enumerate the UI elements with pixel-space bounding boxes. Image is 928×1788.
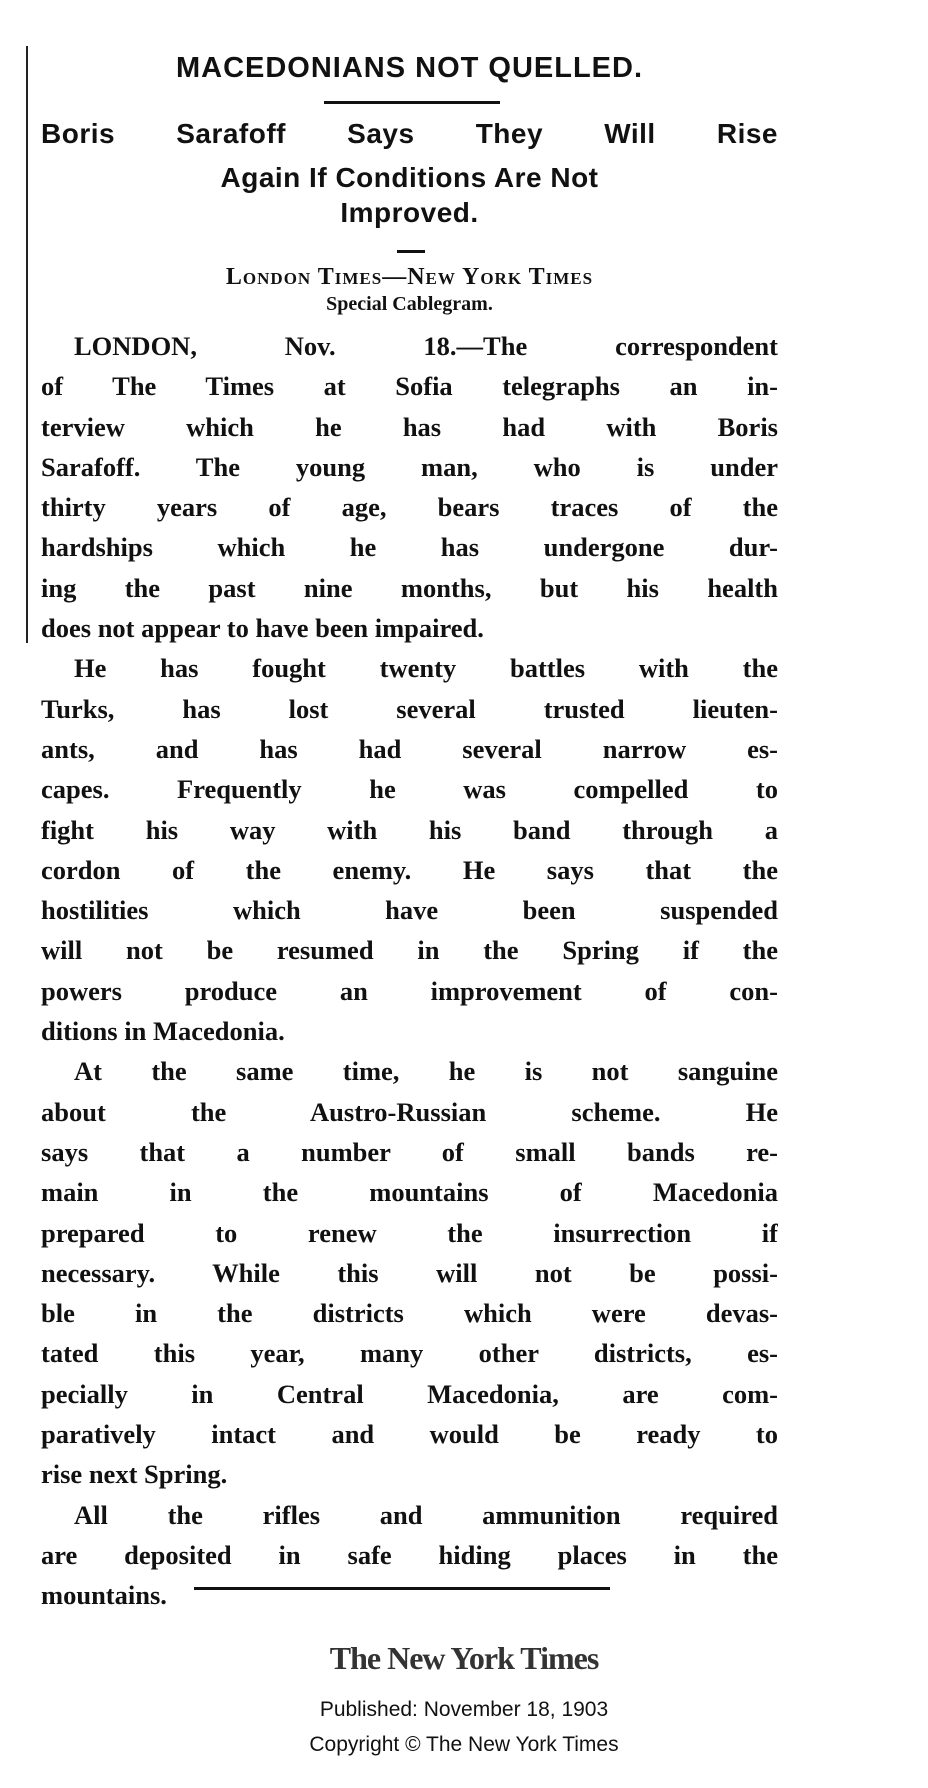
column-border [26, 46, 28, 643]
paragraph-4-line: are deposited in safe hiding places in the [41, 1539, 778, 1570]
paragraph-1-line: does not appear to have been impaired. [41, 613, 484, 644]
paragraph-3-line: paratively intact and would be ready to [41, 1419, 778, 1450]
paragraph-1-line: of The Times at Sofia telegraphs an in- [41, 371, 778, 402]
paragraph-1-line: hardships which he has undergone dur- [41, 532, 778, 563]
headline: MACEDONIANS NOT QUELLED. [175, 52, 644, 84]
paragraph-3-line: At the same time, he is not sanguine [74, 1056, 778, 1087]
paragraph-3-line: says that a number of small bands re- [41, 1136, 778, 1167]
paragraph-2-line: capes. Frequently he was compelled to [41, 774, 778, 805]
paragraph-3-line: main in the mountains of Macedonia [41, 1177, 778, 1208]
paragraph-3-line: pecially in Central Macedonia, are com- [41, 1378, 778, 1409]
paragraph-3-line: ble in the districts which were devas- [41, 1298, 778, 1329]
headline-rule [324, 101, 500, 104]
paragraph-2-line: hostilities which have been suspended [41, 895, 778, 926]
paragraph-3-line: prepared to renew the insurrection if [41, 1217, 778, 1248]
paragraph-1-line: Sarafoff. The young man, who is under [41, 451, 778, 482]
paragraph-4-line: mountains. [41, 1580, 167, 1611]
copyright: Copyright © The New York Times [309, 1733, 619, 1756]
paragraph-2-line: Turks, has lost several trusted lieuten- [41, 693, 778, 724]
paragraph-1-line: LONDON, Nov. 18.—The correspondent [74, 331, 778, 361]
published-date: Published: November 18, 1903 [319, 1698, 609, 1721]
article-body [41, 326, 778, 1616]
paragraph-3-line: tated this year, many other districts, es- [41, 1338, 778, 1369]
subhead-line-1: Boris Sarafoff Says They Will Rise [41, 118, 778, 149]
end-rule [194, 1587, 610, 1590]
paragraph-2-line: will not be resumed in the Spring if the [41, 935, 778, 966]
paragraph-2-line: He has fought twenty battles with the [74, 653, 778, 684]
paragraph-2-line: powers produce an improvement of con- [41, 975, 778, 1006]
paragraph-2-line: ditions in Macedonia. [41, 1016, 285, 1047]
credit-line: London Times—New York Times [225, 264, 594, 290]
credit-subline: Special Cablegram. [326, 293, 493, 315]
paragraph-3-line: about the Austro-Russian scheme. He [41, 1096, 778, 1127]
paragraph-4-line: All the rifles and ammunition required [74, 1499, 778, 1530]
paragraph-3-line: necessary. While this will not be possi- [41, 1257, 778, 1288]
paragraph-2-line: cordon of the enemy. He says that the [41, 854, 778, 885]
paragraph-1-line: terview which he has had with Boris [41, 411, 778, 442]
paragraph-1-line: ing the past nine months, but his health [41, 572, 778, 603]
subhead-line-3: Improved. [340, 197, 479, 228]
paragraph-2-line: fight his way with his band through a [41, 814, 778, 845]
nyt-logo: The New York Times [329, 1640, 599, 1676]
paragraph-2-line: ants, and has had several narrow es- [41, 733, 778, 764]
paragraph-1-line: thirty years of age, bears traces of the [41, 492, 778, 523]
paragraph-3-line: rise next Spring. [41, 1459, 228, 1490]
subhead-dash [397, 250, 425, 253]
subhead-line-2: Again If Conditions Are Not [220, 162, 599, 193]
